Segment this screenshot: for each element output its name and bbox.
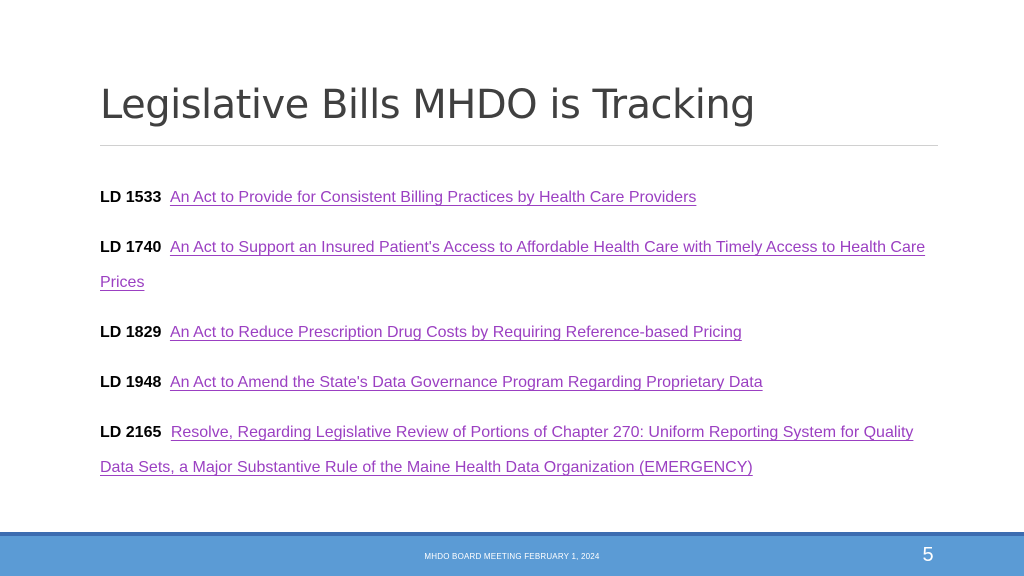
bill-link[interactable]: An Act to Support an Insured Patient's Access to Affordable Health Care with Timely Access to Health Care Prices <box>100 239 926 291</box>
bill-id: LD 1740 <box>100 239 162 256</box>
bill-link[interactable]: An Act to Provide for Consistent Billing Practices by Health Care Providers <box>169 189 697 206</box>
footer-bar <box>0 536 1024 576</box>
bill-item-ld-1829 <box>100 315 930 350</box>
bill-item-ld-2165 <box>100 415 930 485</box>
bill-link[interactable]: Resolve, Regarding Legislative Review of Portions of Chapter 270: Uniform Reporting System for Quality Data Sets, a Major Substantive Rule of the Maine Health Data Organization (EMERGENCY) <box>100 424 914 476</box>
footer-text: MHDO BOARD MEETING FEBRUARY 1, 2024 <box>424 552 600 561</box>
bill-item-ld-1948 <box>100 365 930 400</box>
bill-id: LD 1829 <box>100 324 162 341</box>
bill-item-ld-1740 <box>100 230 930 300</box>
slide-title: Legislative Bills MHDO is Tracking <box>100 82 756 128</box>
bill-list <box>100 180 930 500</box>
bill-link[interactable]: An Act to Reduce Prescription Drug Costs by Requiring Reference-based Pricing <box>169 324 742 341</box>
title-divider <box>100 145 938 146</box>
bill-item-ld-1533 <box>100 180 930 215</box>
bill-id: LD 1533 <box>100 189 162 206</box>
bill-id: LD 1948 <box>100 374 162 391</box>
bill-link[interactable]: An Act to Amend the State's Data Governance Program Regarding Proprietary Data <box>169 374 763 391</box>
page-number: 5 <box>922 544 934 566</box>
bill-id: LD 2165 <box>100 424 162 441</box>
